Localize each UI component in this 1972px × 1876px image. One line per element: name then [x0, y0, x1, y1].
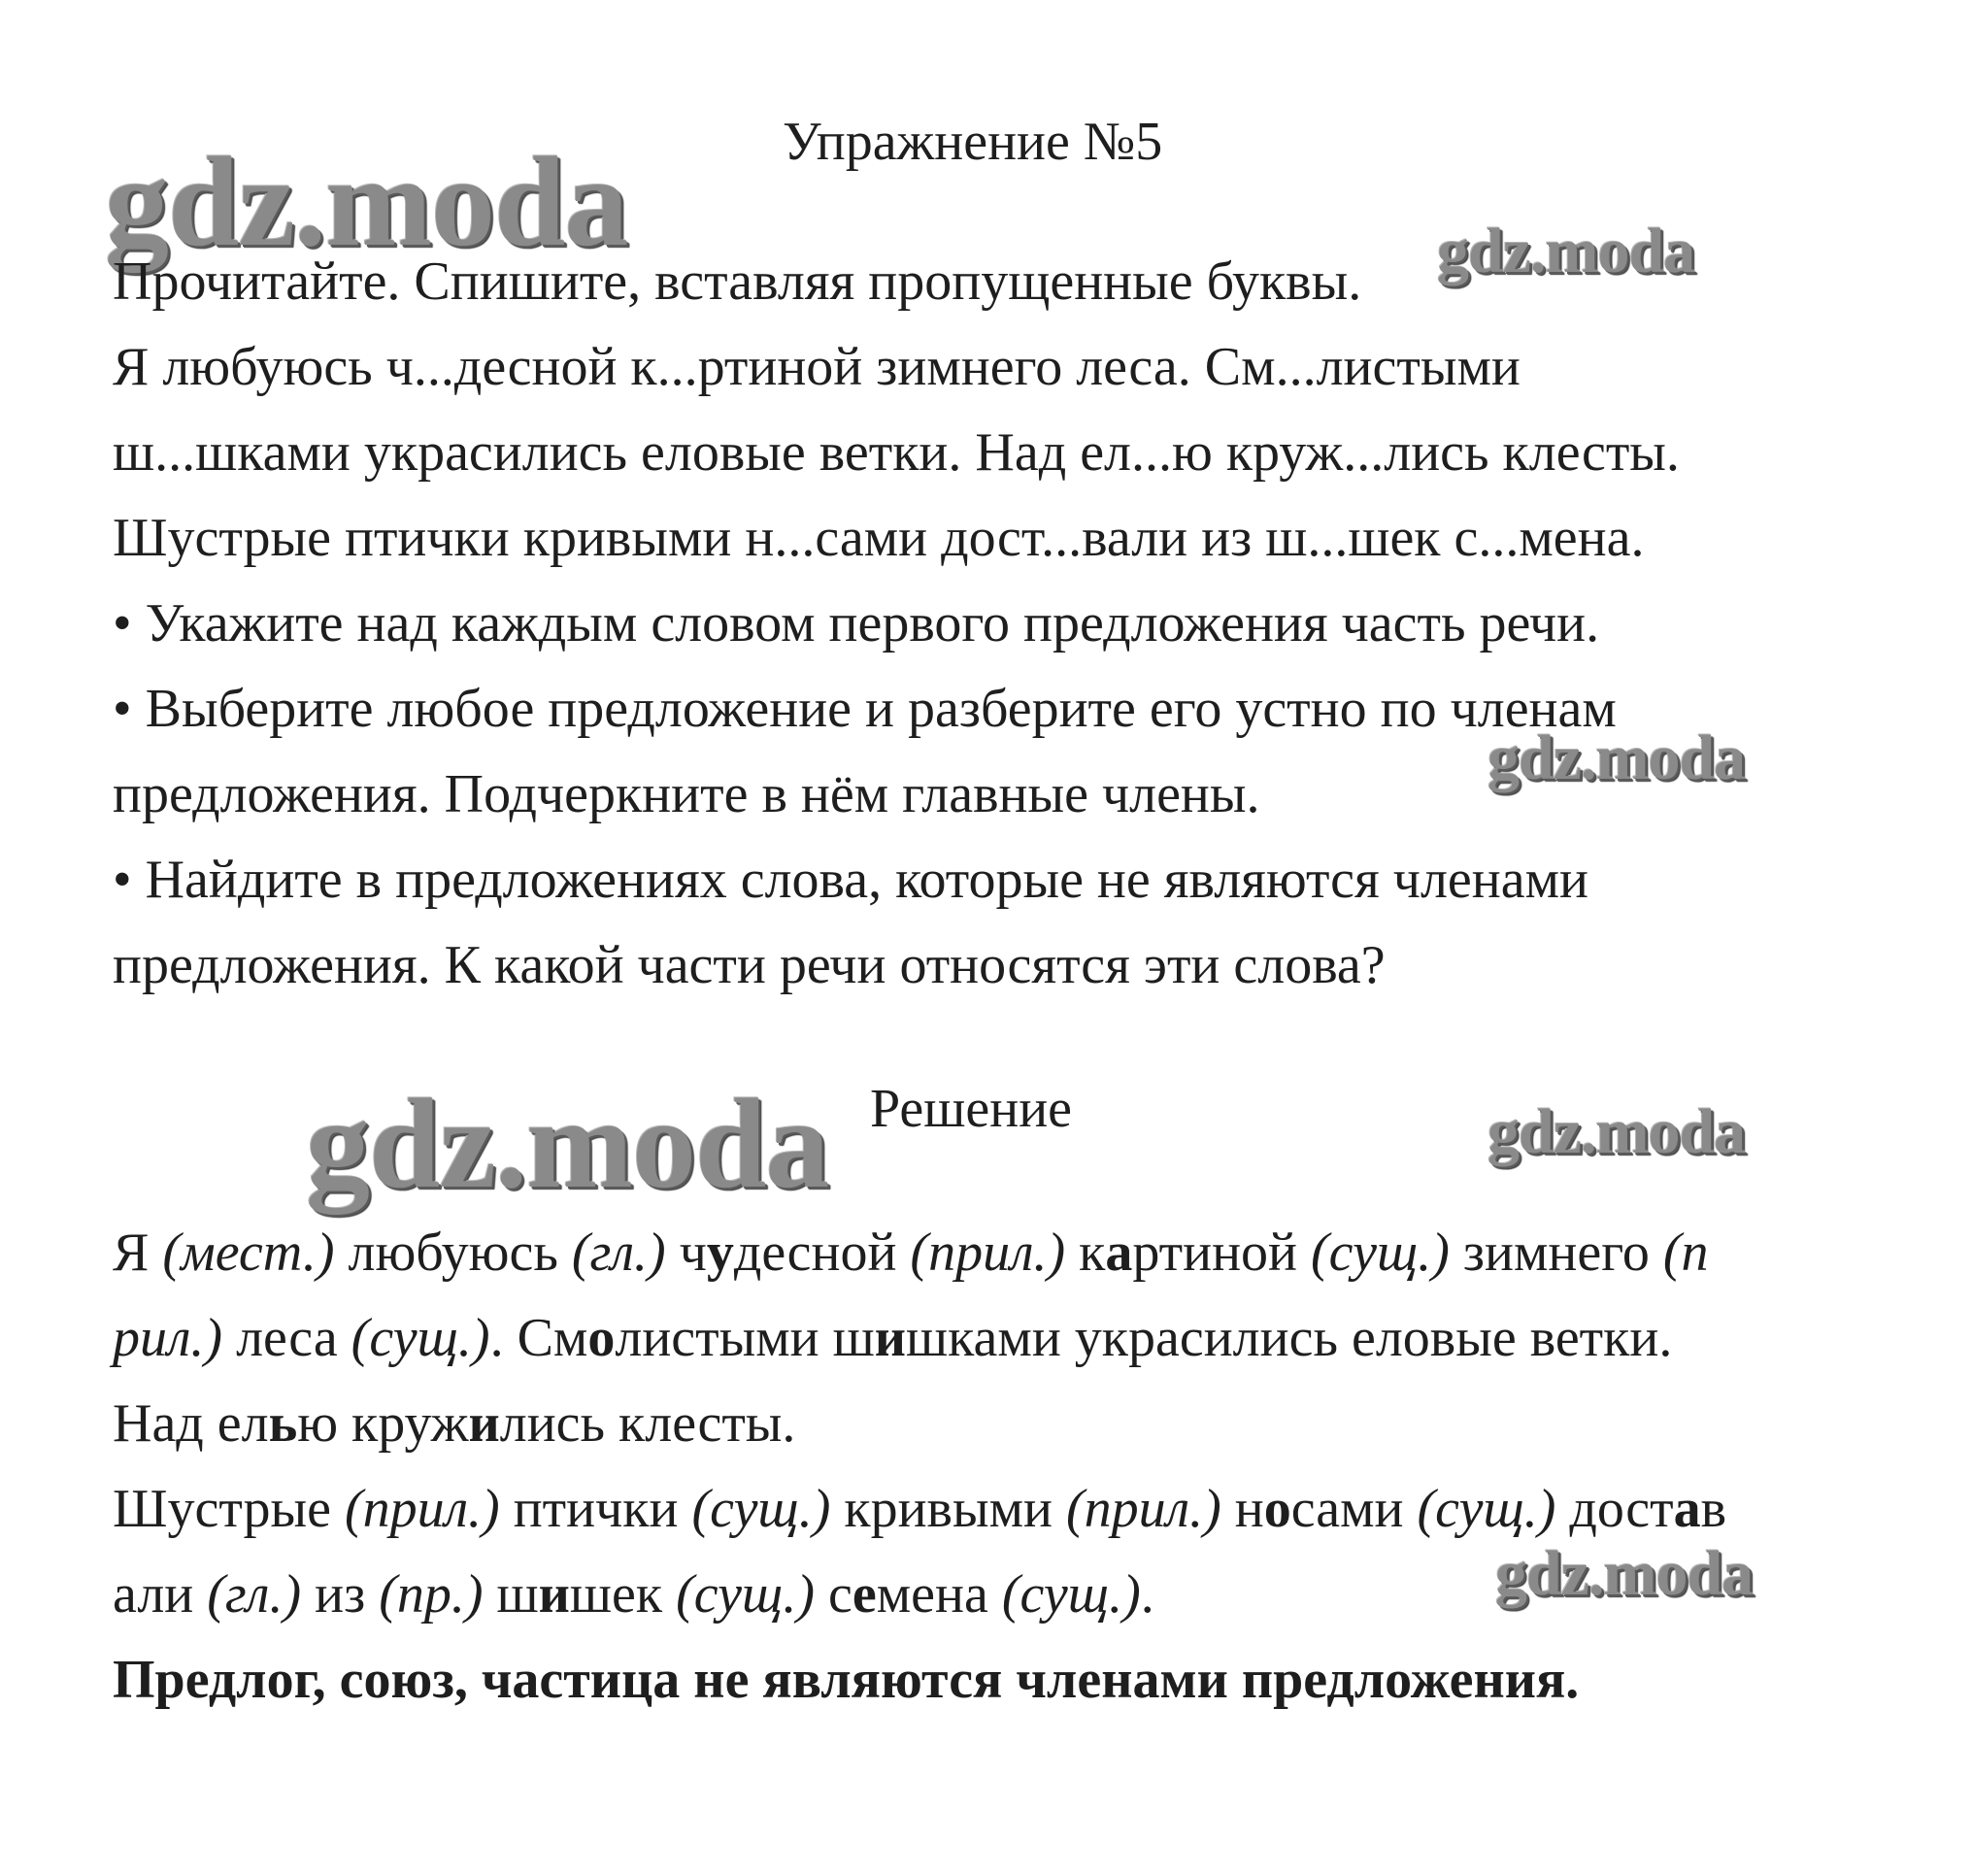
part-of-speech-tag: (сущ.)	[676, 1564, 815, 1625]
task-line: предложения. К какой части речи относятся эти слова?	[113, 935, 1386, 995]
word: али	[113, 1564, 194, 1625]
inserted-letter: и	[468, 1393, 500, 1454]
part-of-speech-tag: (сущ.)	[691, 1479, 831, 1539]
word: кривыми	[844, 1479, 1053, 1539]
task-line: ш...шками украсились еловые ветки. Над ел...ю круж...лись клесты.	[113, 422, 1680, 483]
inserted-letter: а	[1105, 1223, 1133, 1283]
inserted-letter: у	[706, 1223, 734, 1283]
exercise-title: Упражнение №5	[783, 112, 1163, 172]
inserted-letter: и	[874, 1308, 907, 1368]
text: украсились еловые ветки.	[1074, 1308, 1673, 1368]
word: достав	[1569, 1479, 1727, 1539]
part-of-speech-tag: рил.)	[113, 1308, 223, 1368]
inserted-letter: ь	[268, 1393, 298, 1454]
watermark-logo: gdz.moda	[1487, 1096, 1746, 1167]
word: птички	[513, 1479, 679, 1539]
task-bullet: • Выберите любое предложение и разберите его устно по членам	[113, 679, 1617, 739]
part-of-speech-tag: (гл.)	[571, 1223, 666, 1283]
punctuation: .	[489, 1308, 504, 1368]
word: носами	[1234, 1479, 1404, 1539]
word: чудесной	[679, 1223, 897, 1283]
solution-line: Над елью кружились клесты.	[113, 1393, 796, 1454]
inserted-letter: и	[538, 1564, 570, 1625]
part-of-speech-tag: (прил.)	[910, 1223, 1066, 1283]
task-line: Шустрые птички кривыми н...сами дост...вали из ш...шек с...мена.	[113, 508, 1645, 568]
part-of-speech-tag: (гл.)	[207, 1564, 302, 1625]
watermark-logo: gdz.moda	[1495, 1538, 1754, 1609]
word: Смолистыми	[517, 1308, 819, 1368]
inserted-letter: а	[1673, 1479, 1701, 1539]
solution-line	[113, 1223, 1709, 1283]
word: картиной	[1079, 1223, 1297, 1283]
word: любуюсь	[348, 1223, 558, 1283]
word: из	[315, 1564, 366, 1625]
watermark-logo: gdz.moda	[306, 1072, 829, 1215]
part-of-speech-tag: (сущ.)	[1311, 1223, 1450, 1283]
part-of-speech-tag: (сущ.)	[351, 1308, 490, 1368]
task-line: предложения. Подчеркните в нём главные члены.	[113, 764, 1260, 824]
word: шишек	[496, 1564, 663, 1625]
inserted-letter: е	[852, 1564, 877, 1625]
word: зимнего	[1462, 1223, 1650, 1283]
solution-line	[113, 1308, 1673, 1368]
part-of-speech-tag: (пр.)	[379, 1564, 484, 1625]
task-line: Прочитайте. Спишите, вставляя пропущенные буквы.	[113, 251, 1362, 312]
inserted-letter: о	[1263, 1479, 1291, 1539]
solution-line	[113, 1564, 1154, 1625]
part-of-speech-tag: (сущ.)	[1001, 1564, 1141, 1625]
solution-line	[113, 1479, 1727, 1539]
watermark-logo: gdz.moda	[1487, 722, 1746, 793]
part-of-speech-tag: (прил.)	[344, 1479, 500, 1539]
task-line: Я любуюсь ч...десной к...ртиной зимнего леса. См...листыми	[113, 337, 1521, 397]
part-of-speech-tag: (сущ.)	[1417, 1479, 1556, 1539]
part-of-speech-tag: (мест.)	[162, 1223, 335, 1283]
inserted-letter: о	[587, 1308, 616, 1368]
word: леса	[236, 1308, 338, 1368]
watermark-logo: gdz.moda	[105, 130, 628, 273]
task-bullet: • Найдите в предложениях слова, которые не являются членами	[113, 850, 1588, 910]
word: Шустрые	[113, 1479, 331, 1539]
task-bullet: • Укажите над каждым словом первого предложения часть речи.	[113, 593, 1600, 653]
part-of-speech-tag: (прил.)	[1066, 1479, 1221, 1539]
solution-title: Решение	[870, 1079, 1073, 1139]
punctuation: .	[1140, 1564, 1154, 1625]
watermark-logo: gdz.moda	[1437, 216, 1695, 286]
word: семена	[827, 1564, 988, 1625]
part-of-speech-tag: (п	[1662, 1223, 1709, 1283]
conclusion: Предлог, союз, частица не являются членами предложения.	[113, 1650, 1580, 1710]
word: Я	[113, 1223, 150, 1283]
word: шишками	[832, 1308, 1061, 1368]
